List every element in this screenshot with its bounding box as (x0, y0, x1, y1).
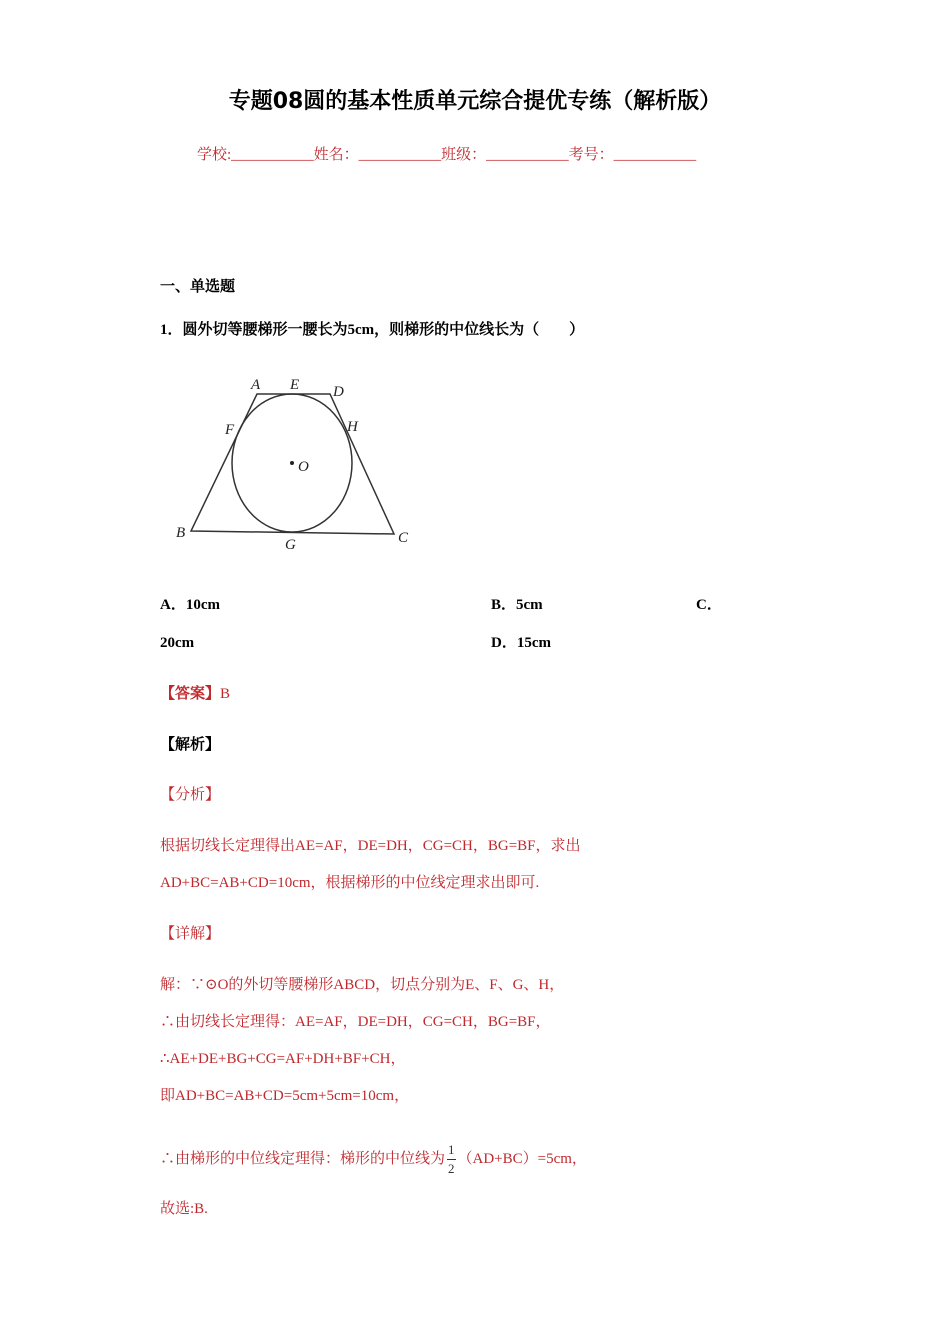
option-c: C． (696, 597, 722, 613)
label-o: O (298, 459, 309, 475)
conclusion: 故选:B. (160, 1201, 208, 1217)
question-text: 1．圆外切等腰梯形一腰长为5cm，则梯形的中位线长为（ ） (160, 322, 585, 338)
label-e: E (290, 377, 300, 393)
label-c: C (398, 530, 409, 546)
page-title: 专题08圆的基本性质单元综合提优专练（解析版） (228, 89, 722, 114)
label-a: A (251, 377, 261, 393)
label-g: G (285, 537, 296, 553)
student-info-line: 学校:___________姓名：___________班级：___________考号：___________ (197, 147, 697, 163)
answer-line (160, 684, 230, 704)
option-d: D．15cm (491, 635, 551, 651)
trapezoid-figure (0, 0, 950, 600)
fraction-denominator: 2 (448, 1161, 455, 1177)
one-half-fraction (447, 1141, 456, 1178)
midline-prefix: ∴由梯形的中位线定理得：梯形的中位线为 (160, 1151, 446, 1167)
fraction-numerator: 1 (447, 1141, 456, 1160)
fenxi-label: 【分析】 (160, 787, 221, 803)
fenxi-line: 根据切线长定理得出AE=AF，DE=DH，CG=CH，BG=BF，求出 (160, 838, 581, 854)
detail-line: ∴AE+DE+BG+CG=AF+DH+BF+CH， (160, 1051, 406, 1067)
label-f: F (225, 422, 235, 438)
detail-line: 即AD+BC=AB+CD=5cm+5cm=10cm， (160, 1088, 410, 1104)
analysis-label: 【解析】 (160, 737, 221, 753)
midline-suffix: （AD+BC）=5cm， (457, 1151, 587, 1167)
detail-line: ∴由切线长定理得：AE=AF，DE=DH，CG=CH，BG=BF， (160, 1014, 551, 1030)
center-point (290, 461, 294, 465)
option-b: B．5cm (491, 597, 543, 613)
answer-label: 【答案】 (160, 686, 221, 702)
label-b: B (176, 525, 186, 541)
answer-value: B (220, 686, 231, 702)
label-h: H (347, 419, 358, 435)
label-d: D (333, 384, 344, 400)
section-heading: 一、单选题 (160, 279, 236, 295)
midline-line (160, 1136, 587, 1182)
detail-line: 解：∵⊙O的外切等腰梯形ABCD，切点分别为E、F、G、H， (160, 977, 565, 993)
option-a: A．10cm (160, 597, 220, 613)
option-c-value: 20cm (160, 635, 195, 651)
fenxi-line: AD+BC=AB+CD=10cm，根据梯形的中位线定理求出即可. (160, 875, 540, 891)
detail-label: 【详解】 (160, 926, 221, 942)
